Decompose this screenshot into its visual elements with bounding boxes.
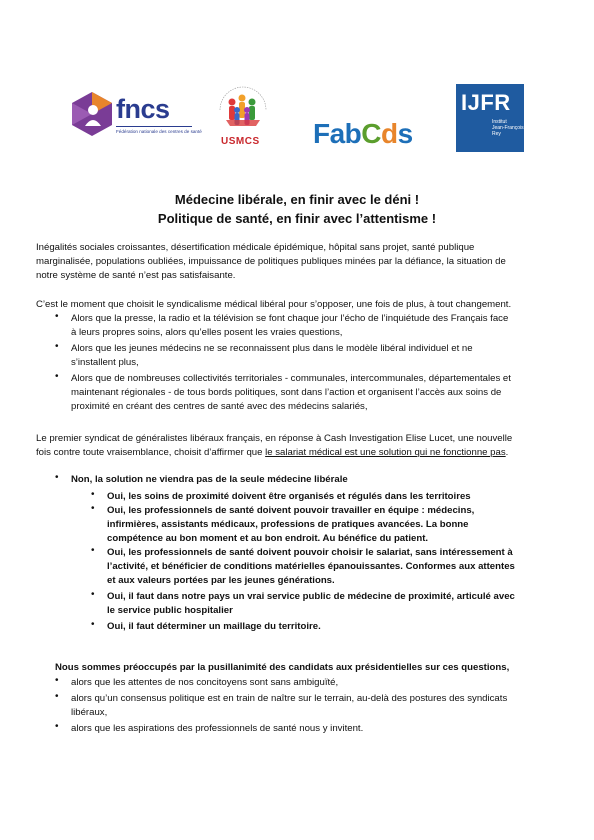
list-item-line: alors qu’un consensus politique est en train de naître sur le terrain, au-delà des postures des syndicats — [71, 693, 508, 704]
list-item — [71, 372, 561, 414]
usmcs-wordmark: USMCS — [221, 136, 260, 147]
oui-item-line: compétence au bon moment et au bon endroit. Au bénéfice du patient. — [107, 533, 429, 544]
bullet-icon: • — [55, 371, 59, 382]
intro-paragraph — [36, 241, 558, 283]
title-line-2: Politique de santé, en finir avec l’attentisme ! — [157, 211, 437, 226]
premier-line: Le premier syndicat de généralistes libéraux français, en réponse à Cash Investigation Elise Lucet, une nouvelle — [36, 433, 513, 444]
d-part: d — [381, 118, 398, 149]
ijfr-subtitle-line: Rey — [492, 131, 501, 137]
oui-item-line: Oui, les soins de proximité doivent être organisés et régulés dans les territoires — [107, 491, 471, 502]
fncs-logo — [68, 86, 202, 150]
list-item-line: libéraux, — [71, 707, 108, 718]
intro-line: notre système de santé n’est pas satisfaisante. — [36, 270, 236, 281]
oui-item — [107, 504, 562, 546]
list-item-line: maintenant régionales - de tous bords politiques, sont dans l’action et organisent l’accès aux soins de — [71, 387, 502, 398]
premier-paragraph — [36, 432, 558, 460]
fabcds-wordmark — [313, 118, 413, 150]
list-item — [71, 312, 561, 340]
fncs-subtitle: Fédération nationale des centres de santé — [116, 129, 202, 134]
bullet-icon: • — [91, 619, 95, 630]
bullet-icon: • — [91, 489, 95, 500]
usmcs-people-icon — [212, 80, 274, 136]
moment-paragraph: C’est le moment que choisit le syndicalisme médical libéral pour s’opposer, une fois de plus, à tout changement. — [36, 299, 512, 310]
list-item-line: Alors que les jeunes médecins ne se reconnaissent plus dans le modèle libéral individuel et ne — [71, 343, 473, 354]
list-item — [71, 722, 561, 736]
oui-item-line: infirmières, assistants médicaux, professions de pratiques avancées. La bonne — [107, 519, 469, 530]
list-item — [71, 692, 561, 720]
non-statement: Non, la solution ne viendra pas de la seule médecine libérale — [71, 474, 348, 485]
intro-line: marginalisée, populations oubliées, impuissance de politiques publiques minées par la défiance, la situation de — [36, 256, 506, 267]
list-item-line: proximité en créant des centres de santé avec des médecins salariés, — [71, 401, 368, 412]
ijfr-subtitle-line: Institut — [492, 119, 507, 125]
c-part: C — [361, 118, 382, 149]
preoccupes-paragraph: Nous sommes préoccupés par la pusillanimité des candidats aux présidentielles sur ces questions, — [55, 662, 510, 673]
list-item — [71, 342, 561, 370]
fncs-emblem-icon — [68, 90, 116, 138]
ijfr-subtitle-line: Jean-François — [492, 125, 524, 131]
oui-item-line: et aux valeurs portées par les jeunes générations. — [107, 575, 335, 586]
oui-item — [107, 546, 562, 588]
usmcs-logo — [212, 80, 274, 152]
bullet-icon: • — [55, 675, 59, 686]
ijfr-subtitle — [492, 119, 524, 137]
ijfr-logo — [456, 84, 524, 152]
oui-item-line: Oui, les professionnels de santé doivent pouvoir travailler en équipe : médecins, — [107, 505, 475, 516]
ijfr-wordmark: IJFR — [461, 90, 511, 115]
s-part: s — [397, 118, 413, 149]
bullet-icon: • — [91, 545, 95, 556]
premier-line — [36, 446, 558, 460]
intro-line: Inégalités sociales croissantes, désertification médicale épidémique, hôpital sans projet, santé publique — [36, 242, 475, 253]
list-item-line: Alors que la presse, la radio et la télévision se font chaque jour l’écho de l’inquiétude des Français face — [71, 313, 509, 324]
oui-item-line: Oui, il faut dans notre pays un vrai service public de médecine de proximité, articulé avec — [107, 591, 515, 602]
fab-part: Fab — [313, 118, 362, 149]
bullet-icon: • — [55, 311, 59, 322]
bullet-icon: • — [91, 589, 95, 600]
fncs-wordmark: fncs — [116, 94, 170, 124]
title-line-1: Médecine libérale, en finir avec le déni ! — [174, 192, 420, 207]
premier-end: . — [505, 447, 509, 458]
oui-item — [107, 490, 562, 504]
bullet-icon: • — [55, 341, 59, 352]
oui-item — [107, 620, 562, 634]
oui-item-line: Oui, les professionnels de santé doivent pouvoir choisir le salariat, sans intéressement à — [107, 547, 513, 558]
list-item-line: Alors que de nombreuses collectivités territoriales - communales, intercommunales, départementales et — [71, 373, 511, 384]
oui-item-line: Oui, il faut déterminer un maillage du territoire. — [107, 621, 321, 632]
bullet-icon: • — [91, 503, 95, 514]
list-item — [71, 676, 561, 690]
list-item-line: à leurs propres soins, alors qu’elles posent les vraies questions, — [71, 327, 343, 338]
bullet-icon: • — [55, 721, 59, 732]
list-item-line: s’installent plus, — [71, 357, 139, 368]
premier-text: fois contre toute vraisemblance, choisit d’affirmer que — [36, 447, 266, 458]
list-item-line: alors que les attentes de nos concitoyens sont sans ambiguïté, — [71, 677, 339, 688]
list-item-line: alors que les aspirations des professionnels de santé nous y invitent. — [71, 723, 364, 734]
fabcds-logo — [313, 118, 443, 154]
premier-underlined-text: le salariat médical est une solution qui ne fonctionne pas — [265, 447, 506, 458]
oui-item — [107, 590, 562, 618]
fncs-rule — [116, 126, 192, 127]
bullet-icon: • — [55, 691, 59, 702]
oui-item-line: le service public hospitalier — [107, 605, 233, 616]
oui-item-line: l’activité, et bénéficier de conditions matérielles épanouissantes. Conformes aux attentes — [107, 561, 515, 572]
bullet-icon: • — [55, 472, 59, 483]
